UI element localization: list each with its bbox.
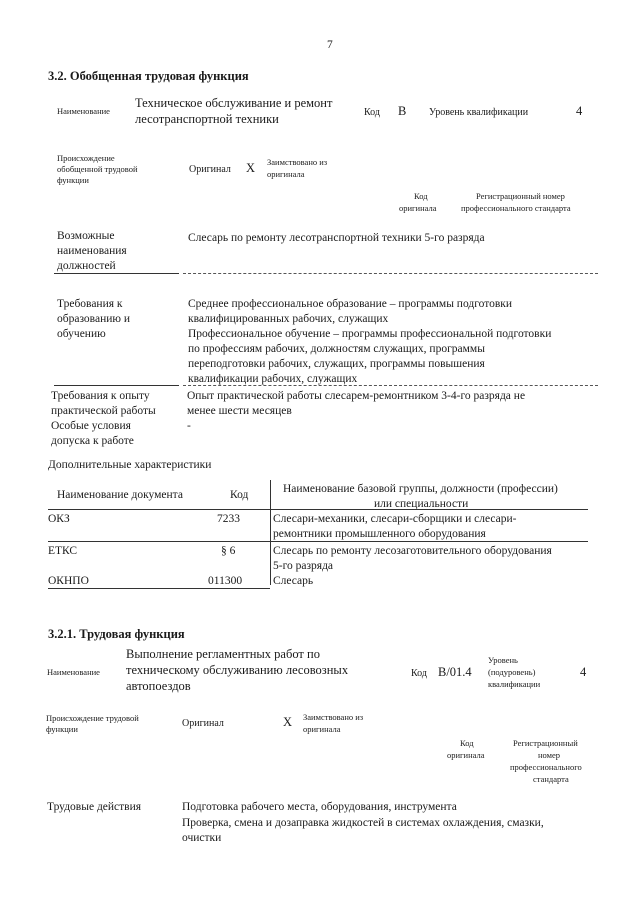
sub-orig-code-line-1: Код (460, 738, 474, 748)
function-name-line-2: лесотранспортной техники (135, 112, 279, 126)
sub-level-label-line-2: (подуровень) (488, 667, 536, 677)
conditions-label-line-2: допуска к работе (51, 435, 134, 447)
sub-name-label: Наименование (47, 667, 100, 677)
sub-orig-code-line-2: оригинала (447, 750, 485, 760)
reg-number-line-1: Регистрационный номер (476, 191, 565, 201)
sub-reg-number-line-1: Регистрационный (513, 738, 578, 748)
doc-column-header: Наименование документа (57, 489, 183, 501)
conditions-label-line-1: Особые условия (51, 420, 131, 432)
orig-code-line-2: оригинала (399, 203, 437, 213)
function-name-line-1: Техническое обслуживание и ремонт (135, 96, 333, 110)
original-mark: X (246, 161, 256, 175)
table-row-3-name-line-1: Слесарь (273, 575, 314, 587)
origin-label-line-1: Происхождение (57, 153, 115, 163)
sub-origin-label-line-2: функции (46, 724, 78, 734)
table-row-1-name-line-1: Слесари-механики, слесари-сборщики и слесари- (273, 513, 517, 525)
table-row-3-doc: ОКНПО (48, 575, 89, 587)
experience-value-line-1: Опыт практической работы слесарем-ремонтником 3-4-го разряда не (187, 390, 526, 402)
borrowed-label-line-2: оригинала (267, 169, 305, 179)
original-label: Оригинал (189, 164, 231, 175)
table-row-2-name-line-2: 5-го разряда (273, 560, 334, 572)
edu-value-line-1: Среднее профессиональное образование – программы подготовки (188, 298, 513, 310)
level-value: 4 (576, 104, 583, 118)
table-row-1-name-line-2: ремонтники промышленного оборудования (273, 528, 486, 540)
edu-value-line-5: переподготовки рабочих, служащих, программы повышения (188, 358, 485, 370)
labor-actions-label: Трудовые действия (47, 801, 142, 813)
edu-value-line-6: квалификации рабочих, служащих (188, 373, 358, 385)
table-row-3-code: 011300 (208, 575, 243, 587)
sub-code-label: Код (411, 668, 427, 679)
table-row-2-doc: ЕТКС (48, 545, 78, 557)
sub-function-name-line-1: Выполнение регламентных работ по (126, 647, 320, 661)
origin-label-line-3: функции (57, 175, 89, 185)
edu-label-line-1: Требования к (57, 298, 123, 310)
sub-level-value: 4 (580, 665, 587, 679)
section-heading: 3.2. Обобщенная трудовая функция (48, 69, 249, 83)
code-value: B (398, 104, 407, 118)
name-label: Наименование (57, 106, 110, 116)
code-label: Код (364, 107, 380, 118)
borrowed-label-line-1: Заимствовано из (267, 157, 328, 167)
table-row-1-code: 7233 (217, 513, 240, 525)
positions-label-line-3: должностей (57, 260, 116, 272)
edu-value-line-3: Профессиональное обучение – программы профессиональной подготовки (188, 328, 552, 340)
extra-characteristics-heading: Дополнительные характеристики (48, 459, 212, 471)
sub-borrowed-line-1: Заимствовано из (303, 712, 364, 722)
sub-original-label: Оригинал (182, 718, 224, 729)
labor-action-2-line-1: Проверка, смена и дозаправка жидкостей в системах охлаждения, смазки, (182, 817, 544, 829)
origin-label-line-2: обобщенной трудовой (57, 164, 138, 174)
page-number: 7 (327, 39, 333, 51)
sub-level-label-line-1: Уровень (488, 655, 518, 665)
table-row-2-name-line-1: Слесарь по ремонту лесозаготовительного оборудования (273, 545, 552, 557)
experience-label-line-2: практической работы (51, 405, 156, 417)
group-column-header-line-1: Наименование базовой группы, должности (профессии) (283, 483, 558, 495)
sub-reg-number-line-4: стандарта (533, 774, 569, 784)
group-column-header-line-2: или специальности (374, 498, 469, 510)
sub-reg-number-line-2: номер (538, 750, 561, 760)
positions-label-line-1: Возможные (57, 230, 115, 242)
sub-function-name-line-3: автопоездов (126, 679, 191, 693)
subsection-heading: 3.2.1. Трудовая функция (48, 627, 185, 641)
experience-label-line-1: Требования к опыту (51, 390, 150, 402)
sub-borrowed-line-2: оригинала (303, 724, 341, 734)
table-row-2-code: § 6 (221, 545, 236, 557)
edu-value-line-4: по профессиям рабочих, должностям служащих, программы (188, 343, 485, 355)
sub-origin-label-line-1: Происхождение трудовой (46, 713, 139, 723)
sub-reg-number-line-3: профессионального (510, 762, 582, 772)
edu-value-line-2: квалифицированных рабочих, служащих (188, 313, 389, 325)
labor-action-2-line-2: очистки (182, 832, 222, 844)
level-label: Уровень квалификации (429, 107, 529, 118)
edu-label-line-3: обучению (57, 328, 106, 340)
code-column-header: Код (230, 489, 249, 501)
labor-action-1: Подготовка рабочего места, оборудования, инструмента (182, 801, 457, 813)
sub-function-name-line-2: техническому обслуживанию лесовозных (126, 663, 349, 677)
sub-level-label-line-3: квалификации (488, 679, 541, 689)
sub-code-value: B/01.4 (438, 665, 472, 679)
orig-code-line-1: Код (414, 191, 428, 201)
conditions-value: - (187, 420, 191, 432)
reg-number-line-2: профессионального стандарта (461, 203, 571, 213)
edu-label-line-2: образованию и (57, 313, 130, 325)
sub-original-mark: X (283, 715, 293, 729)
table-row-1-doc: ОКЗ (48, 513, 70, 525)
positions-label-line-2: наименования (57, 245, 127, 257)
experience-value-line-2: менее шести месяцев (187, 405, 292, 417)
positions-value: Слесарь по ремонту лесотранспортной техники 5-го разряда (188, 232, 485, 244)
